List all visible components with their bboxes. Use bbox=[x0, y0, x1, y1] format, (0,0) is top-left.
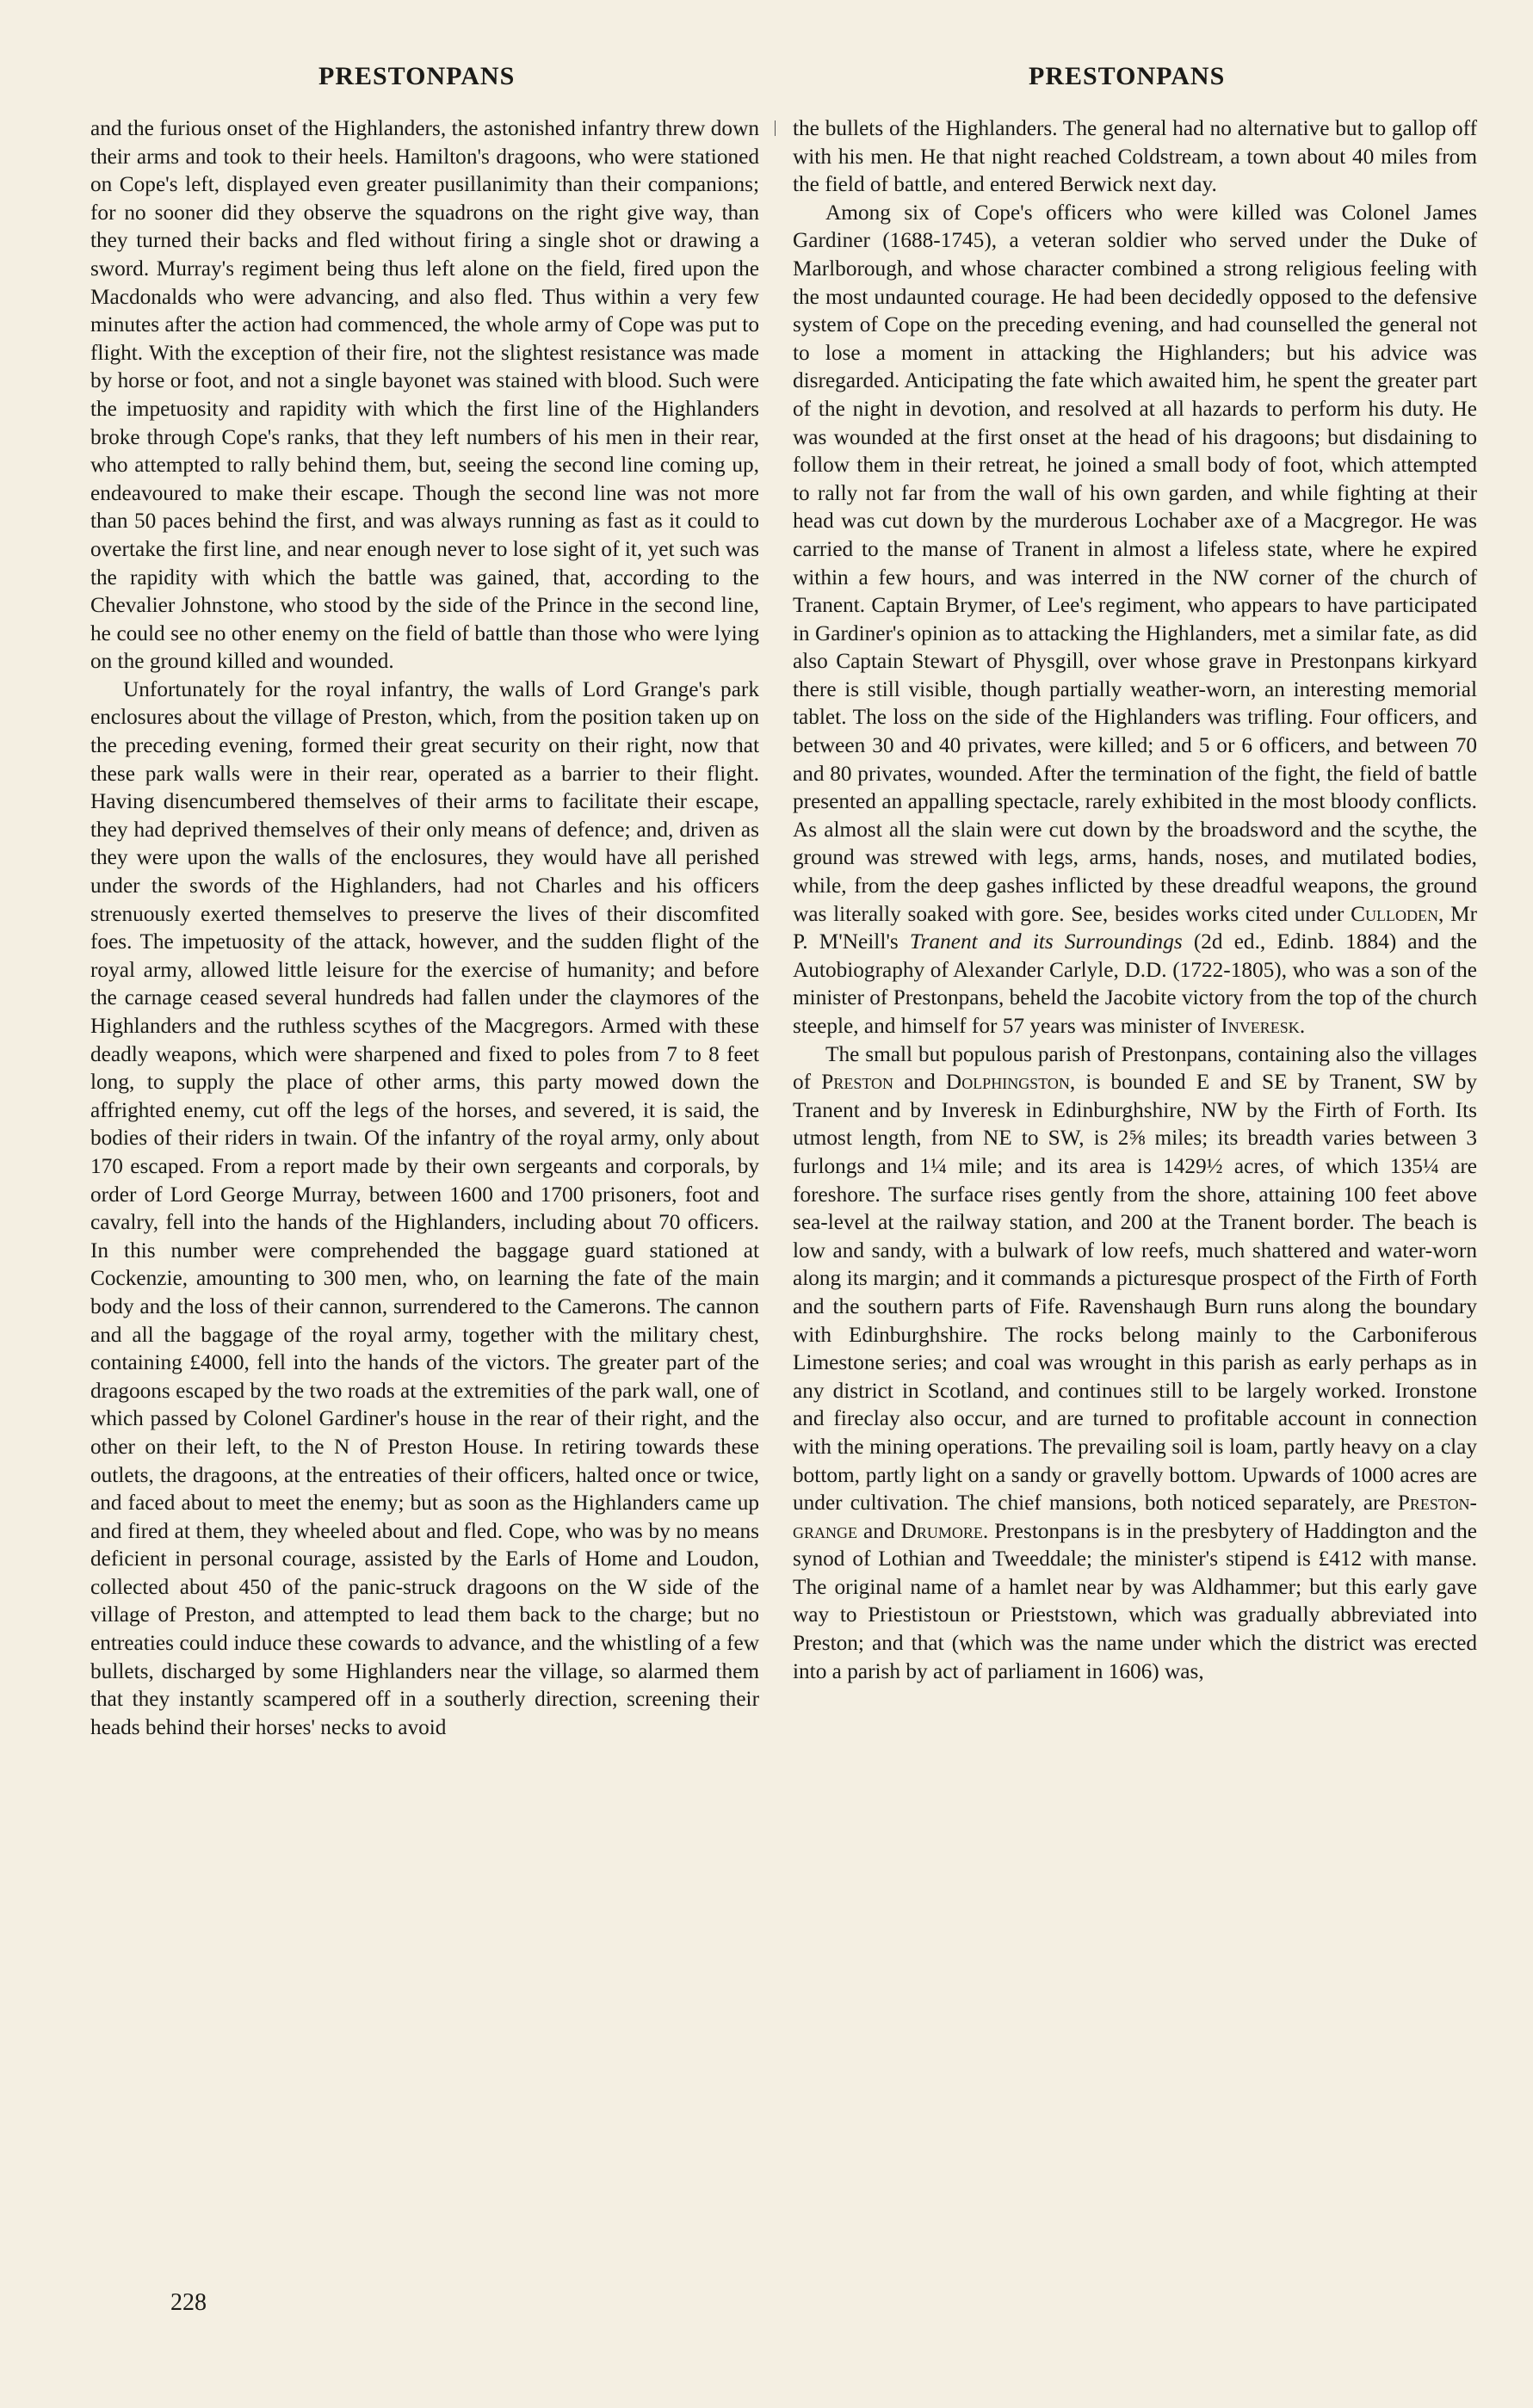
page-number: 228 bbox=[170, 2289, 207, 2316]
right-paragraph-3-and2: and bbox=[863, 1518, 895, 1543]
right-paragraph-3-a: The small but populous parish of Prestonpans, containing also the villages of bbox=[793, 1041, 1477, 1095]
column-divider-mark bbox=[775, 120, 776, 136]
left-paragraph-1: and the furious onset of the Highlanders, the astonished infantry threw down their arms and took to their heels. Hamilton's dragoons, who were stationed on Cope's left, displayed even greater pusillanimity than their companions; for no sooner did they observe the squadrons on the right give way, than they turned their backs and fled without firing a single shot or drawing a sword. Murray's regiment being thus left alone on the field, fired upon the Macdonalds who were advancing, and also fled. Thus within a very few minutes after the action had commenced, the whole army of Cope was put to flight. With the exception of their fire, not the slightest resistance was made by horse or foot, and not a single bayonet was stained with blood. Such were the impetuosity and rapidity with which the first line of the Highlanders broke through Cope's ranks, that they left numbers of his men in their rear, who attempted to rally behind them, but, seeing the second line coming up, endeavoured to make their escape. Though the second line was not more than 50 paces behind the first, and was always running as fast as it could to overtake the first line, and near enough never to lose sight of it, yet such was the rapidity with which the battle was gained, that, according to the Chevalier Johnstone, who stood by the side of the Prince in the second line, he could see no other enemy on the field of battle than those who were lying on the ground killed and wounded. bbox=[90, 116, 760, 674]
cross-reference-dolphingston: Dolphingston bbox=[945, 1070, 1070, 1095]
right-column bbox=[793, 114, 1477, 1685]
right-paragraph-2-end: . bbox=[1299, 1014, 1306, 1038]
right-paragraph-2-tail: (2d ed., Edinb. 1884) and the Autobiography of Alexander Carlyle, D.D. (1722-1805), who was a son of the minister of Prestonpans, beheld the Jacobite victory from the top of the church steeple, and himself for 57 years was minister of bbox=[793, 929, 1477, 1038]
right-paragraph-3 bbox=[793, 1040, 1477, 1686]
left-column bbox=[90, 114, 759, 1741]
right-paragraph-2 bbox=[793, 199, 1477, 1040]
right-paragraph-1: the bullets of the Highlanders. The general had no alternative but to gallop off with his men. He that night reached Coldstream, a town about 40 miles from the field of battle, and entered Berwick next day. bbox=[793, 116, 1477, 197]
right-paragraph-3-c: . Prestonpans is in the presbytery of Haddington and the synod of Lothian and Tweeddale; the minister's stipend is £412 with manse. The original name of a hamlet near by was Aldhammer; but this early gave way to Priestistoun or Prieststown, which was gradually abbreviated into Preston; and that (which was the name under which the district was erected into a parish by act of parliament in 1606) was, bbox=[793, 1518, 1477, 1683]
cross-reference-culloden: Culloden bbox=[1351, 901, 1438, 926]
cross-reference-drumore: Drumore bbox=[900, 1518, 983, 1543]
cross-reference-inveresk: Inveresk bbox=[1221, 1014, 1300, 1038]
left-paragraph-2: Unfortunately for the royal infantry, the walls of Lord Grange's park enclosures about the village of Preston, which, from the position taken up on the preceding evening, formed their great security on their right, now that these park walls were in their rear, operated as a barrier to their flight. Having disencumbered themselves of their arms to facilitate their escape, they had deprived themselves of their only means of defence; and, driven as they were upon the walls of the enclosures, they would have all perished under the swords of the Highlanders, had not Charles and his officers strenuously exerted themselves to preserve the lives of their discomfited foes. The impetuosity of the attack, however, and the sudden flight of the royal army, allowed little leisure for the exercise of humanity; and before the carnage ceased several hundreds had fallen under the claymores of the Highlanders and the ruthless scythes of the Macgregors. Armed with these deadly weapons, which were sharpened and fixed to poles from 7 to 8 feet long, to supply the place of other arms, this party mowed down the affrighted enemy, cut off the legs of the horses, and severed, it is said, the bodies of their riders in twain. Of the infantry of the royal army, only about 170 escaped. From a report made by their own sergeants and corporals, by order of Lord George Murray, between 1600 and 1700 prisoners, foot and cavalry, fell into the hands of the Highlanders, including about 70 officers. In this number were comprehended the baggage guard stationed at Cockenzie, amounting to 300 men, who, on learning the fate of the main body and the loss of their cannon, surrendered to the Camerons. The cannon and all the baggage of the royal army, together with the military chest, containing £4000, fell into the hands of the victors. The greater part of the dragoons escaped by the two roads at the extremities of the park wall, one of which passed by Colonel Gardiner's house in the rear of their right, and the other on their left, to the N of Preston House. In retiring towards these outlets, the dragoons, at the entreaties of their officers, halted once or twice, and faced about to meet the enemy; but as soon as the Highlanders came up and fired at them, they wheeled about and fled. Cope, who was by no means deficient in personal courage, assisted by the Earls of Home and Loudon, collected about 450 of the panic-struck dragoons on the W side of the village of Preston, and attempted to lead them back to the charge; but no entreaties could induce these cowards to advance, and the whistling of a few bullets, discharged by some Highlanders near the village, so alarmed them that they instantly scampered off in a southerly direction, screening their heads behind their horses' necks to avoid bbox=[90, 676, 760, 1739]
right-paragraph-2-mid: , Mr P. M'Neill's bbox=[793, 901, 1477, 954]
right-paragraph-3-and: and bbox=[904, 1070, 936, 1095]
book-title: Tranent and its Surroundings bbox=[909, 929, 1183, 954]
right-paragraph-2-text: Among six of Cope's officers who were killed was Colonel James Gardiner (1688-1745), a veteran soldier who served under the Duke of Marlborough, and whose character combined a strong religious feeling with the most undaunted courage. He had been decidedly opposed to the defensive system of Cope on the preceding evening, and had counselled the general not to lose a moment in attacking the Highlanders; but his advice was disregarded. Anticipating the fate which awaited him, he spent the greater part of the night in devotion, and resolved at all hazards to perform his duty. He was wounded at the first onset at the head of his dragoons; but disdaining to follow them in their retreat, he joined a small body of foot, which attempted to rally not far from the wall of his own garden, and while fighting at their head was cut down by the murderous Lochaber axe of a Macgregor. He was carried to the manse of Tranent in almost a lifeless state, where he expired within a few hours, and was interred in the NW corner of the church of Tranent. Captain Brymer, of Lee's regiment, who appears to have participated in Gardiner's opinion as to attacking the Highlanders, met a similar fate, as did also Captain Stewart of Physgill, over whose grave in Prestonpans kirkyard there is still visible, though partially weather-worn, an interesting memorial tablet. The loss on the side of the Highlanders was trifling. Four officers, and between 30 and 40 privates, were killed; and 5 or 6 officers, and between 70 and 80 privates, wounded. After the termination of the fight, the field of battle presented an appalling spectacle, rarely exhibited in the most bloody conflicts. As almost all the slain were cut down by the broadsword and the scythe, the ground was strewed with legs, arms, hands, noses, and mutilated bodies, while, from the deep gashes inflicted by these dreadful weapons, the ground was literally soaked with gore. See, besides works cited under bbox=[793, 200, 1477, 926]
cross-reference-prestongrange: Preston-grange bbox=[793, 1491, 1477, 1543]
right-paragraph-3-b: , is bounded E and SE by Tranent, SW by Tranent and by Inveresk in Edinburghshire, NW by the Firth of Forth. Its utmost length, from NE to SW, is 2⅝ miles; its breadth varies between 3 furlongs and 1¼ mile; and its area is 1429½ acres, of which 135¼ are foreshore. The surface rises gently from the shore, attaining 100 feet above sea-level at the railway station, and 200 at the Tranent border. The beach is low and sandy, with a bulwark of low reefs, much shattered and water-worn along its margin; and it commands a picturesque prospect of the Firth of Forth and the southern parts of Fife. Ravenshaugh Burn runs along the boundary with Edinburghshire. The rocks belong mainly to the Carboniferous Limestone series; and coal was wrought in this parish as early perhaps as in any district in Scotland, and continues still to be largely worked. Ironstone and fireclay also occur, and are turned to profitable account in connection with the mining operations. The prevailing soil is loam, partly heavy on a clay bottom, partly light on a sandy or gravelly bottom. Upwards of 1000 acres are under cultivation. The chief mansions, both noticed separately, are bbox=[793, 1070, 1478, 1516]
running-head-right: PRESTONPANS bbox=[1029, 62, 1226, 90]
cross-reference-preston: Preston bbox=[821, 1070, 894, 1095]
running-head-left: PRESTONPANS bbox=[318, 62, 516, 90]
